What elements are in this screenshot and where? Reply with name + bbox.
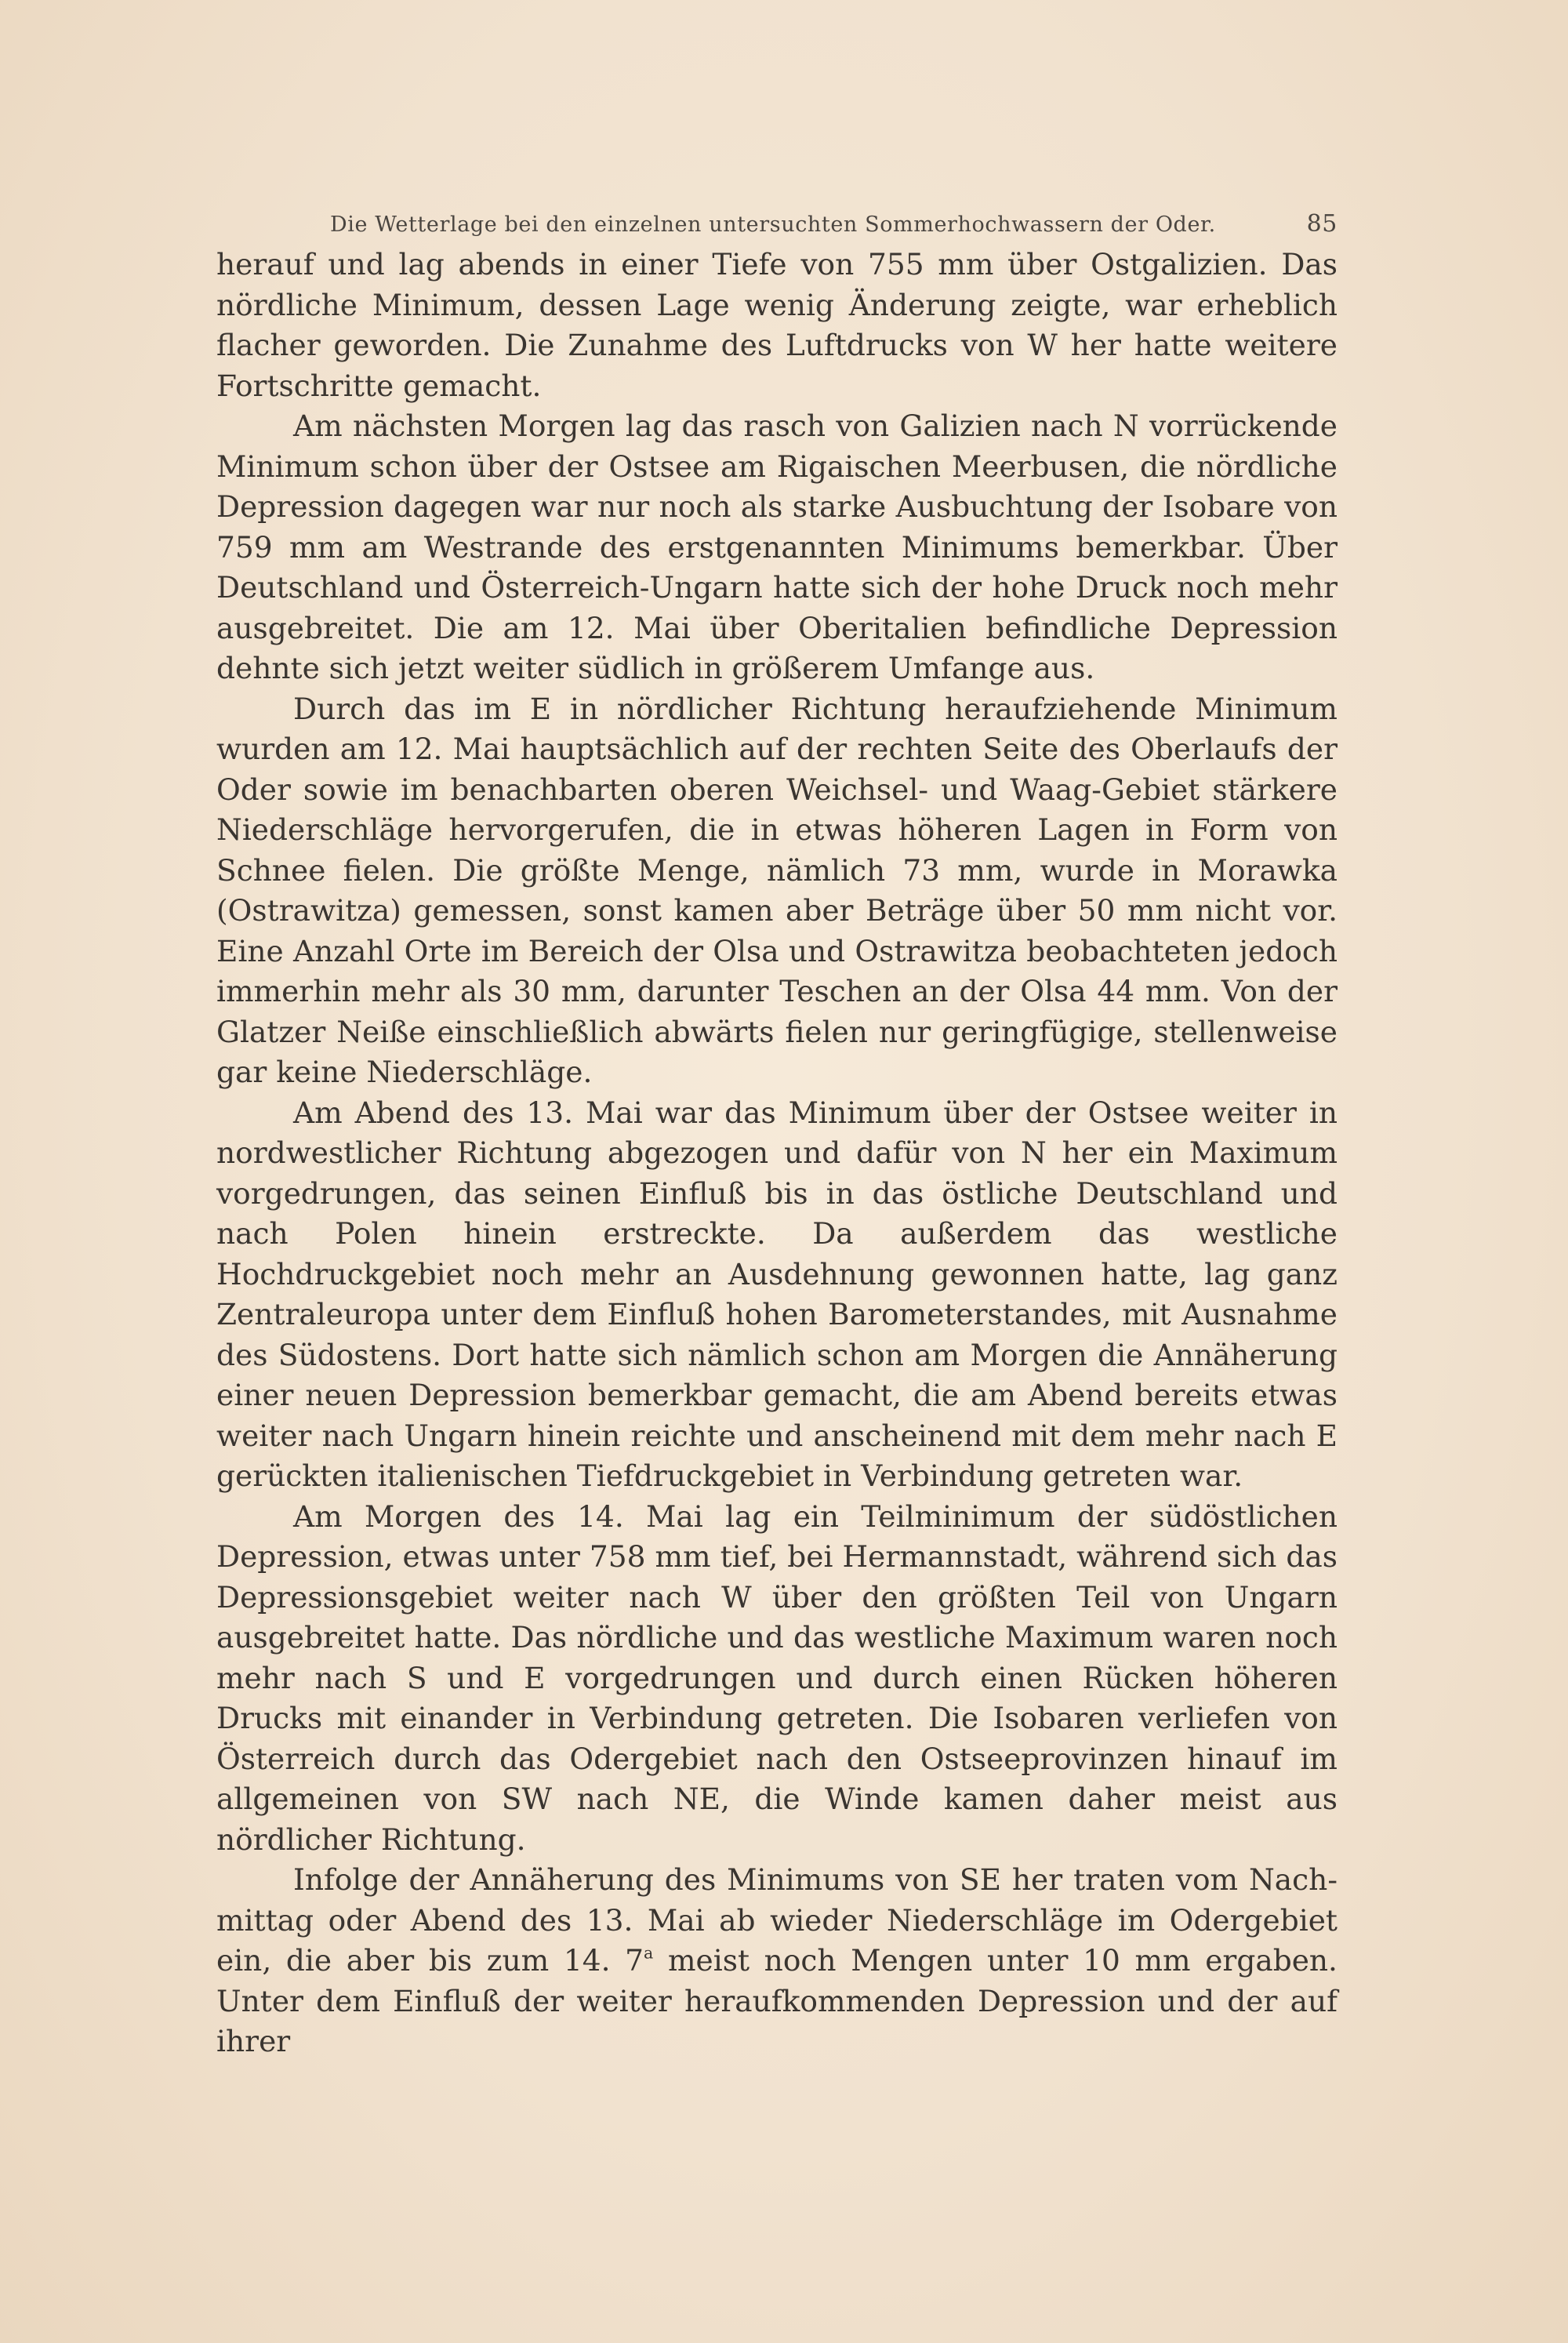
running-head-title: Die Wetterlage bei den einzelnen untersuchten Sommerhochwassern der Oder.	[330, 213, 1216, 237]
paragraph-5: Am Morgen des 14. Mai lag ein Teilminimum der südöstlichen Depression, etwas unter 758 mm tief, bei Hermannstadt, während sich das Depressionsgebiet weiter nach W über den größten Teil von Ungarn ausgebreitet hatte. Das nördliche und das westliche Maximum waren noch mehr nach S und E vorgedrungen und durch einen Rücken höheren Drucks mit einander in Verbindung getreten. Die Isobaren verliefen von Österreich durch das Odergebiet nach den Ostseeprovinzen hinauf im allgemeinen von SW nach NE, die Winde kamen daher meist aus nördlicher Richtung.	[216, 1498, 1338, 1857]
page-number: 85	[1306, 210, 1338, 238]
paragraph-6	[216, 1860, 1338, 2062]
superscript-a: a	[644, 1943, 654, 1963]
body-text	[216, 245, 1338, 2062]
paragraph-1: herauf und lag abends in einer Tiefe von 755 mm über Ostgalizien. Das nördliche Minimum, dessen Lage wenig Änderung zeigte, war erheblich flacher geworden. Die Zunahme des Luftdrucks von W her hatte weitere Fortschritte gemacht.	[216, 247, 1338, 403]
paragraph-3: Durch das im E in nördlicher Richtung heraufziehende Minimum wurden am 12. Mai hauptsächlich auf der rechten Seite des Oberlaufs der Oder sowie im benachbarten oberen Weichsel- und Waag-Gebiet stärkere Niederschläge hervorgerufen, die in etwas höheren Lagen in Form von Schnee fielen. Die größte Menge, nämlich 73 mm, wurde in Morawka (Ostrawitza) gemessen, sonst kamen aber Beträge über 50 mm nicht vor. Eine Anzahl Orte im Bereich der Olsa und Ostrawitza beobachteten jedoch immerhin mehr als 30 mm, darunter Teschen an der Olsa 44 mm. Von der Glatzer Neiße einschließlich abwärts fielen nur geringfügige, stellenweise gar keine Niederschläge.	[216, 691, 1338, 1089]
paragraph-6-text-before: Infolge der Annäherung des Minimums von SE her traten vom Nachmittag oder Abend des 13. Mai ab wieder Niederschläge im Odergebiet ein, die aber bis zum 14. 7	[216, 1862, 1338, 1978]
paragraph-4: Am Abend des 13. Mai war das Minimum über der Ostsee weiter in nordwestlicher Richtung abgezogen und dafür von N her ein Maximum vorgedrungen, das seinen Einfluß bis in das östliche Deutschland und nach Polen hinein erstreckte. Da außerdem das westliche Hochdruckgebiet noch mehr an Ausdehnung gewonnen hatte, lag ganz Zentraleuropa unter dem Einfluß hohen Barometerstandes, mit Ausnahme des Südostens. Dort hatte sich nämlich schon am Morgen die Annäherung einer neuen Depression bemerkbar gemacht, die am Abend bereits etwas weiter nach Ungarn hinein reichte und anscheinend mit dem mehr nach E gerückten italienischen Tiefdruckgebiet in Verbindung getreten war.	[216, 1095, 1338, 1493]
paragraph-6-text-after: meist noch Mengen unter 10 mm ergaben. Unter dem Einfluß der weiter heraufkommenden Depression und der auf ihrer	[216, 1943, 1338, 2058]
paragraph-2: Am nächsten Morgen lag das rasch von Galizien nach N vorrückende Minimum schon über der Ostsee am Rigaischen Meerbusen, die nördliche Depression dagegen war nur noch als starke Ausbuchtung der Isobare von 759 mm am Westrande des erstgenannten Minimums bemerkbar. Über Deutschland und Österreich-Ungarn hatte sich der hohe Druck noch mehr ausgebreitet. Die am 12. Mai über Oberitalien befindliche Depression dehnte sich jetzt weiter südlich in größerem Umfange aus.	[216, 409, 1338, 685]
running-head	[216, 210, 1338, 238]
